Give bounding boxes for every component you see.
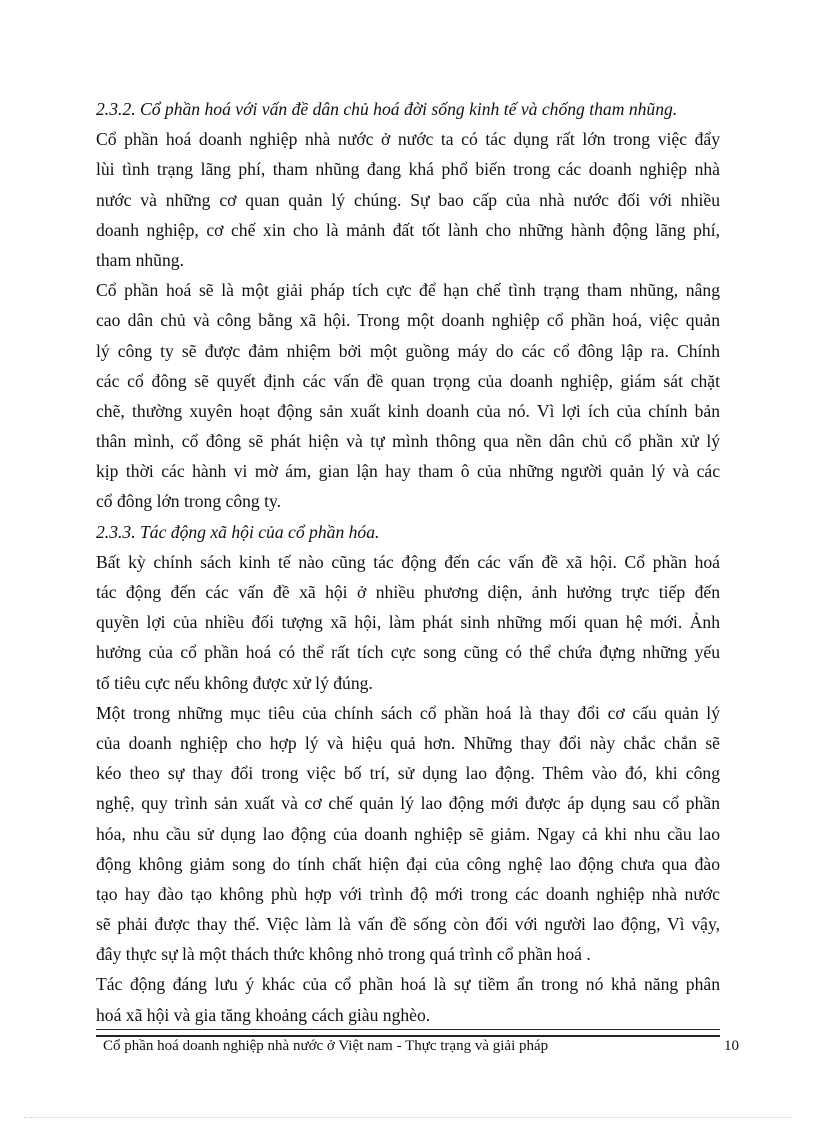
page-number: 10 <box>724 1038 739 1054</box>
paragraph-line: quyền lợi của nhiều đối tượng xã hội, làm phát sinh những mối quan hệ mới. Ảnh <box>96 612 720 633</box>
paragraph-line: nghệ, quy trình sản xuất và cơ chế quản lý lao động mới được áp dụng sau cổ phần <box>96 793 720 814</box>
paragraph-line: Cổ phần hoá sẽ là một giải pháp tích cực để hạn chế tình trạng tham nhũng, nâng <box>96 280 720 301</box>
paragraph-line: tác động đến các vấn đề xã hội ở nhiều phương diện, ảnh hưởng trực tiếp đến <box>96 582 720 602</box>
paragraph-line: đây thực sự là một thách thức không nhỏ trong quá trình cổ phần hoá . <box>96 944 591 965</box>
paragraph-line: doanh nghiệp, cơ chế xin cho là mảnh đất tốt lành cho những hành động lãng phí, <box>96 219 720 240</box>
footer <box>103 1035 739 1057</box>
paragraph-line: lùi tình trạng lãng phí, tham nhũng đang khá phổ biến trong các doanh nghiệp nhà <box>96 159 720 180</box>
paragraph-line: lý công ty sẽ được đảm nhiệm bởi một guồng máy do các cổ đông lập ra. Chính <box>96 340 720 361</box>
paragraph-line: hóa, nhu cầu sử dụng lao động của doanh nghiệp sẽ giảm. Ngay cả khi nhu cầu lao <box>96 823 720 844</box>
paragraph-line: thân mình, cổ đông sẽ phát hiện và tự mình thông qua nền dân chủ cổ phần xử lý <box>96 431 720 452</box>
paragraph-line: nước và những cơ quan quản lý chúng. Sự bao cấp của nhà nước đối với nhiều <box>96 189 720 210</box>
paragraph-line: sẽ phải được thay thế. Việc làm là vấn đề sống còn đối với người lao động, Vì vậy, <box>96 914 720 935</box>
paragraph-line: Tác động đáng lưu ý khác của cổ phần hoá là sự tiềm ẩn trong nó khả năng phân <box>96 974 720 995</box>
footer-title: Cổ phần hoá doanh nghiệp nhà nước ở Việt nam - Thực trạng và giải pháp <box>103 1038 549 1054</box>
paragraph-line: Cổ phần hoá doanh nghiệp nhà nước ở nước ta có tác dụng rất lớn trong việc đẩy <box>96 129 720 150</box>
body-text <box>96 94 720 1030</box>
paragraph-line: tham nhũng. <box>96 249 184 270</box>
paragraph-line: kịp thời các hành vi mờ ám, gian lận hay tham ô của những người quản lý và các <box>96 461 720 482</box>
paragraph-line: tố tiêu cực nếu không được xử lý đúng. <box>96 672 373 693</box>
paragraph-line: hoá xã hội và gia tăng khoảng cách giàu nghèo. <box>96 1004 431 1025</box>
paragraph-line: Bất kỳ chính sách kinh tế nào cũng tác động đến các vấn đề xã hội. Cổ phần hoá <box>96 551 720 572</box>
section-heading: 2.3.2. Cổ phần hoá với vấn đề dân chủ hoá đời sống kinh tế và chống tham nhũng. <box>96 99 678 119</box>
paragraph-line: kéo theo sự thay đổi trong việc bố trí, sử dụng lao động. Thêm vào đó, khi công <box>96 763 720 784</box>
paragraph-line: cổ đông lớn trong công ty. <box>96 491 282 512</box>
paragraph-line: hưởng của cổ phần hoá có thể rất tích cực song cũng có thể chứa đựng những yếu <box>96 642 720 663</box>
paragraph-line: các cổ đông sẽ quyết định các vấn đề quan trọng của doanh nghiệp, giám sát chặt <box>96 370 720 391</box>
paragraph-line: chẽ, thường xuyên hoạt động sản xuất kinh doanh của nó. Vì lợi ích của chính bản <box>96 400 720 421</box>
section-heading: 2.3.3. Tác động xã hội của cổ phần hóa. <box>96 521 380 542</box>
paragraph-line: tạo hay đào tạo không phù hợp với trình độ mới trong các doanh nghiệp nhà nước <box>96 883 720 904</box>
paragraph-line: động không giảm song do tính chất hiện đại của công nghệ lao động chưa qua đào <box>96 853 720 874</box>
paragraph-line: Một trong những mục tiêu của chính sách cổ phần hoá là thay đổi cơ cấu quản lý <box>96 702 720 723</box>
paragraph-line: của doanh nghiệp cho hợp lý và hiệu quả hơn. Những thay đổi này chắc chắn sẽ <box>96 732 720 753</box>
paragraph-line: cao dân chủ và công bằng xã hội. Trong một doanh nghiệp cổ phần hoá, việc quản <box>96 310 720 331</box>
page-boundary-divider <box>24 1117 792 1118</box>
